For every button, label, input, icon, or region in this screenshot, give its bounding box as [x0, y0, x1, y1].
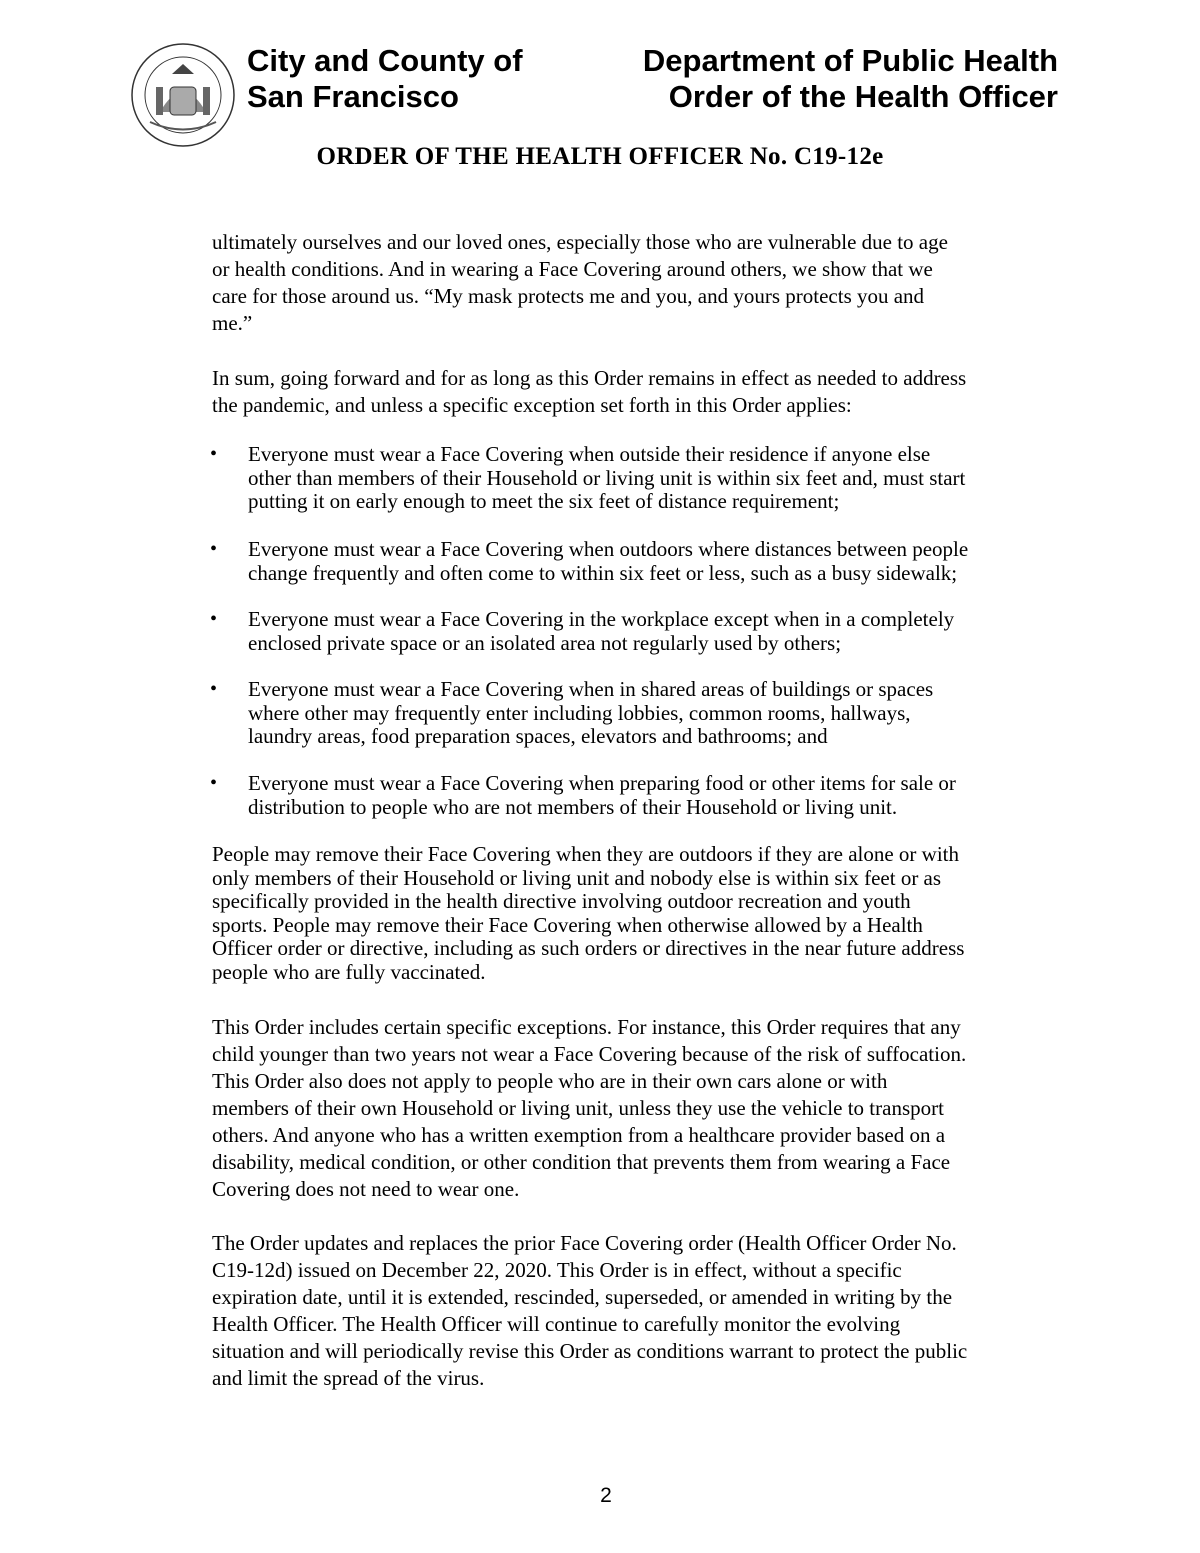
bullet-item: [210, 607, 1108, 655]
text-line: situation and will periodically revise this Order as conditions warrant to protect the public: [212, 1339, 968, 1363]
text-line: others. And anyone who has a written exemption from a healthcare provider based on a: [212, 1123, 946, 1147]
department-heading: [643, 43, 1058, 115]
text-line: the pandemic, and unless a specific exception set forth in this Order applies:: [212, 393, 852, 417]
bullet-item: [210, 771, 1108, 819]
text-line: The Order updates and replaces the prior Face Covering order (Health Officer Order No.: [212, 1231, 957, 1255]
text-line: sports. People may remove their Face Covering when otherwise allowed by a Health: [212, 912, 923, 937]
paragraph: [212, 1014, 1072, 1203]
text-line: and limit the spread of the virus.: [212, 1366, 485, 1390]
text-line: laundry areas, food preparation spaces, elevators and bathrooms; and: [248, 724, 828, 749]
text-line: This Order includes certain specific exceptions. For instance, this Order requires that any: [212, 1015, 961, 1039]
text-line: Everyone must wear a Face Covering when outdoors where distances between people: [248, 537, 969, 561]
bullet-icon: •: [210, 538, 218, 560]
text-line: Everyone must wear a Face Covering when preparing food or other items for sale or: [248, 771, 956, 795]
city-seal-logo: [130, 42, 236, 148]
text-line: other than members of their Household or living unit is within six feet and, must start: [248, 465, 966, 490]
text-line: specifically provided in the health directive involving outdoor recreation and youth: [212, 889, 911, 914]
paragraph: [212, 843, 1072, 985]
text-line: expiration date, until it is extended, rescinded, superseded, or amended in writing by the: [212, 1285, 953, 1309]
bullet-item: [210, 677, 1108, 749]
text-line: enclosed private space or an isolated area not regularly used by others;: [248, 630, 842, 655]
text-line: C19-12d) issued on December 22, 2020. This Order is in effect, without a specific: [212, 1258, 902, 1282]
text-line: or health conditions. And in wearing a Face Covering around others, we show that we: [212, 257, 933, 281]
text-line: care for those around us. “My mask protects me and you, and yours protects you and: [212, 284, 925, 308]
paragraph: [212, 1230, 1072, 1392]
text-line: Health Officer. The Health Officer will continue to carefully monitor the evolving: [212, 1312, 901, 1336]
text-line: only members of their Household or living unit and nobody else is within six feet or as: [212, 865, 942, 890]
city-county-heading: [247, 43, 523, 115]
text-line: People may remove their Face Covering when they are outdoors if they are alone or with: [212, 842, 960, 866]
heading-line: Department of Public Health: [642, 43, 1058, 78]
text-line: where other may frequently enter including lobbies, common rooms, hallways,: [248, 700, 911, 725]
text-line: me.”: [212, 311, 253, 335]
bullet-item: [210, 442, 1108, 514]
text-line: Covering does not need to wear one.: [212, 1177, 520, 1201]
text-line: Everyone must wear a Face Covering in the workplace except when in a completely: [248, 607, 955, 631]
bullet-icon: •: [210, 772, 218, 794]
bullet-icon: •: [210, 443, 218, 465]
paragraph: [212, 365, 1072, 419]
text-line: In sum, going forward and for as long as this Order remains in effect as needed to address: [212, 366, 967, 390]
bullet-icon: •: [210, 678, 218, 700]
page-number: 2: [600, 1484, 612, 1507]
heading-line: San Francisco: [247, 79, 459, 114]
text-line: members of their own Household or living unit, unless they use the vehicle to transport: [212, 1096, 944, 1120]
text-line: disability, medical condition, or other condition that prevents them from wearing a Face: [212, 1150, 951, 1174]
heading-line: Order of the Health Officer: [668, 79, 1058, 114]
bullet-icon: •: [210, 608, 218, 630]
order-title: ORDER OF THE HEALTH OFFICER No. C19-12e: [316, 143, 884, 170]
text-line: child younger than two years not wear a Face Covering because of the risk of suffocation.: [212, 1042, 967, 1066]
text-line: change frequently and often come to within six feet or less, such as a busy sidewalk;: [248, 560, 958, 585]
heading-line: City and County of: [247, 43, 523, 78]
text-line: people who are fully vaccinated.: [212, 959, 486, 984]
text-line: putting it on early enough to meet the six feet of distance requirement;: [248, 489, 840, 513]
bullet-item: [210, 537, 1108, 585]
text-line: Everyone must wear a Face Covering when in shared areas of buildings or spaces: [248, 677, 934, 701]
paragraph: [212, 229, 1072, 337]
text-line: ultimately ourselves and our loved ones, especially those who are vulnerable due to age: [212, 230, 948, 254]
text-line: Officer order or directive, including as such orders or directives in the near future address: [212, 936, 965, 961]
text-line: distribution to people who are not members of their Household or living unit.: [248, 794, 898, 819]
text-line: This Order also does not apply to people who are in their own cars alone or with: [212, 1069, 888, 1093]
text-line: Everyone must wear a Face Covering when outside their residence if anyone else: [248, 442, 931, 466]
